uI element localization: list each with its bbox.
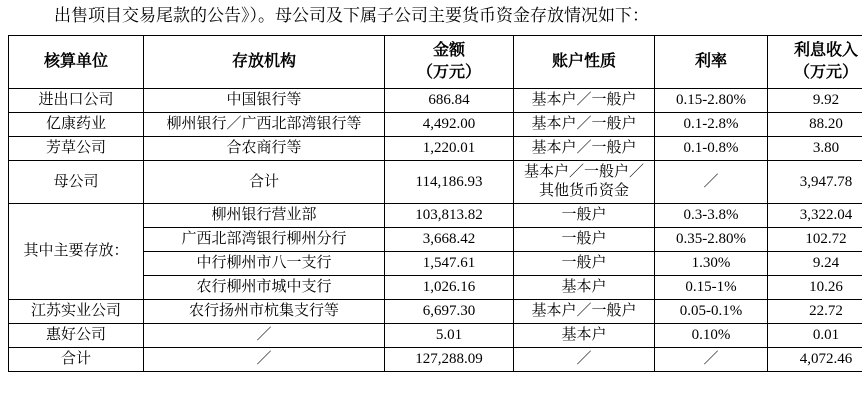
cell-rate: 1.30% (655, 252, 768, 276)
cash-deposit-table (8, 35, 862, 372)
header-rate-line1: 利率 (694, 53, 727, 70)
cell-institution: 农行柳州市城中支行 (144, 276, 385, 300)
header-row (9, 36, 862, 89)
cell-amount: 4,492.00 (385, 113, 514, 137)
cell-amount: 6,697.30 (385, 300, 514, 324)
cell-rate: 0.1-2.8% (655, 113, 768, 137)
cell-rate: ／ (655, 161, 768, 204)
cell-institution: ／ (144, 324, 385, 348)
cell-amount: 1,220.01 (385, 137, 514, 161)
cell-rate: 0.15-2.80% (655, 89, 768, 113)
cell-nature: ／ (514, 348, 655, 372)
cell-unit: 母公司 (9, 161, 144, 204)
cell-interest: 9.92 (768, 89, 862, 113)
cell-unit: 亿康药业 (9, 113, 144, 137)
table-row (9, 161, 862, 204)
cell-interest: 102.72 (768, 228, 862, 252)
table-header (9, 36, 862, 89)
cell-unit: 合计 (9, 348, 144, 372)
cell-amount: 1,026.16 (385, 276, 514, 300)
table-body (9, 89, 862, 372)
cell-institution: 中国银行等 (144, 89, 385, 113)
cell-rate: 0.3-3.8% (655, 204, 768, 228)
cell-interest: 3.80 (768, 137, 862, 161)
cell-amount: 127,288.09 (385, 348, 514, 372)
header-cell-unit (9, 36, 144, 89)
cell-nature (514, 161, 655, 204)
header-cell-amount (385, 36, 514, 89)
header-interest-line1: 利息收入 (793, 42, 858, 59)
cell-unit: 其中主要存放： (9, 204, 144, 300)
cell-amount: 5.01 (385, 324, 514, 348)
cell-interest: 4,072.46 (768, 348, 862, 372)
cell-rate: 0.10% (655, 324, 768, 348)
cell-interest: 10.26 (768, 276, 862, 300)
table-row (9, 137, 862, 161)
cell-amount: 1,547.61 (385, 252, 514, 276)
cell-amount: 3,668.42 (385, 228, 514, 252)
cell-rate: 0.05-0.1% (655, 300, 768, 324)
cell-institution: 中行柳州市八一支行 (144, 252, 385, 276)
cell-rate: 0.15-1% (655, 276, 768, 300)
cell-interest: 88.20 (768, 113, 862, 137)
header-amount-line2: （万元） (416, 64, 481, 81)
header-cell-nature (514, 36, 655, 89)
cell-rate: 0.1-0.8% (655, 137, 768, 161)
cell-nature: 基本户／一般户 (514, 137, 655, 161)
cell-institution: 合农商行等 (144, 137, 385, 161)
cell-unit: 进出口公司 (9, 89, 144, 113)
cell-institution: 广西北部湾银行柳州分行 (144, 228, 385, 252)
header-nature-line1: 账户性质 (551, 53, 616, 70)
cell-nature: 基本户 (514, 276, 655, 300)
table-row-total (9, 348, 862, 372)
cell-amount: 114,186.93 (385, 161, 514, 204)
table-row (9, 204, 862, 228)
cell-nature: 一般户 (514, 252, 655, 276)
table-row (9, 324, 862, 348)
cell-nature-line2: 其他货币资金 (538, 183, 629, 199)
header-institution-line1: 存放机构 (231, 53, 296, 70)
cell-interest: 22.72 (768, 300, 862, 324)
cell-amount: 686.84 (385, 89, 514, 113)
cell-nature: 一般户 (514, 228, 655, 252)
header-amount-line1: 金额 (432, 42, 465, 59)
cell-interest: 0.01 (768, 324, 862, 348)
cell-institution: 合计 (144, 161, 385, 204)
cell-interest: 3,322.04 (768, 204, 862, 228)
cell-unit: 江苏实业公司 (9, 300, 144, 324)
cell-nature: 基本户／一般户 (514, 89, 655, 113)
cell-nature: 基本户 (514, 324, 655, 348)
cell-nature-line1: 基本户／一般户／ (523, 164, 644, 180)
header-cell-institution (144, 36, 385, 89)
header-interest-line2: （万元） (793, 64, 858, 81)
cell-rate: ／ (655, 348, 768, 372)
cell-nature: 基本户／一般户 (514, 113, 655, 137)
table-row (9, 89, 862, 113)
cell-rate: 0.35-2.80% (655, 228, 768, 252)
cell-nature: 一般户 (514, 204, 655, 228)
header-unit-line1: 核算单位 (43, 53, 108, 70)
header-cell-interest (768, 36, 862, 89)
cell-institution: ／ (144, 348, 385, 372)
table-row (9, 113, 862, 137)
header-cell-rate (655, 36, 768, 89)
cell-amount: 103,813.82 (385, 204, 514, 228)
cell-unit: 惠好公司 (9, 324, 144, 348)
cell-institution: 农行扬州市杭集支行等 (144, 300, 385, 324)
table-row (9, 300, 862, 324)
cell-interest: 3,947.78 (768, 161, 862, 204)
cell-nature: 基本户／一般户 (514, 300, 655, 324)
cell-institution: 柳州银行／广西北部湾银行等 (144, 113, 385, 137)
cell-unit: 芳草公司 (9, 137, 144, 161)
cell-interest: 9.24 (768, 252, 862, 276)
intro-paragraph: 出售项目交易尾款的公告》）。母公司及下属子公司主要货币资金存放情况如下： (54, 6, 649, 25)
cell-institution: 柳州银行营业部 (144, 204, 385, 228)
